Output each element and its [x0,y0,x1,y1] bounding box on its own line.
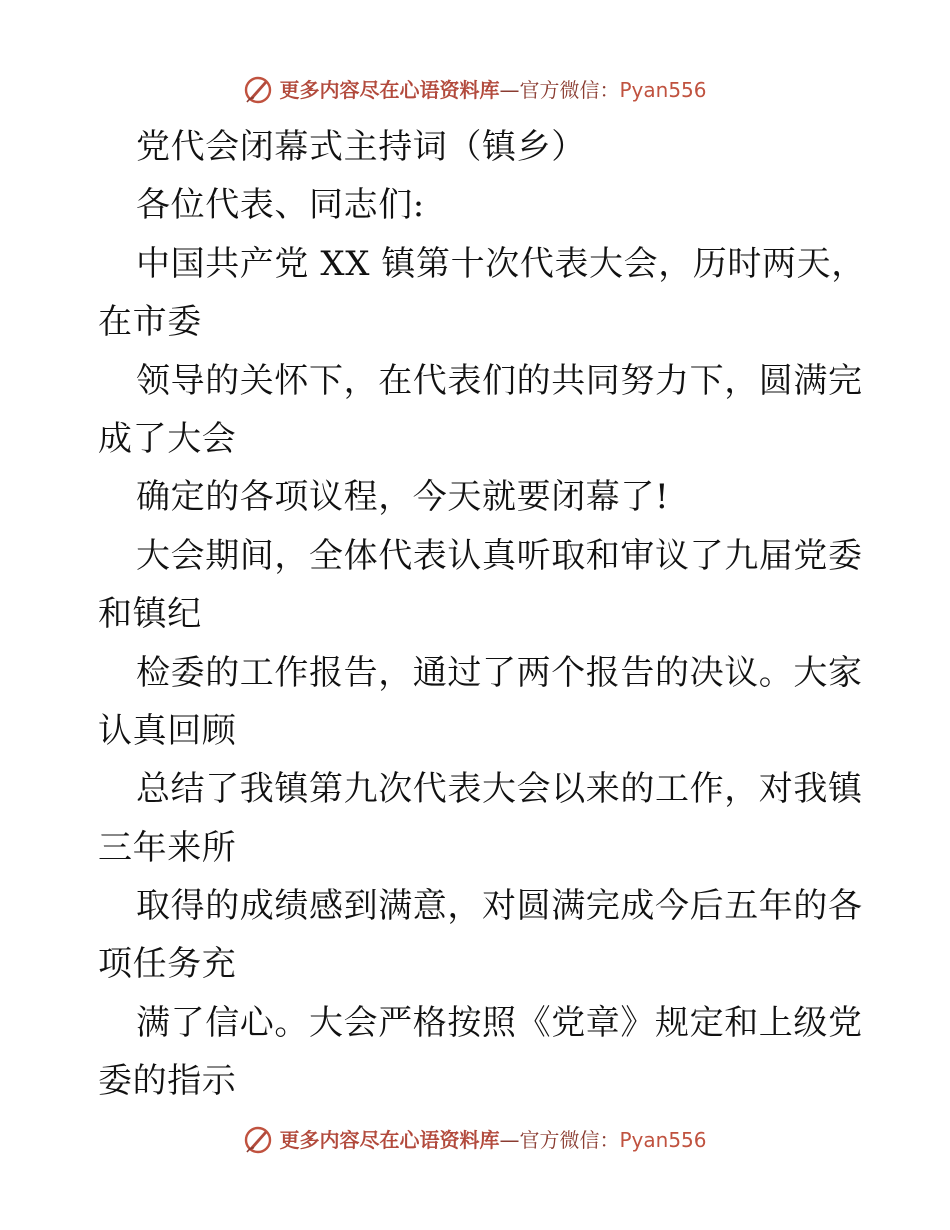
document-line: 项任务充 [98,944,237,985]
document-line: 总结了我镇第九次代表大会以来的工作，对我镇 [136,769,863,810]
document-line: 取得的成绩感到满意，对圆满完成今后五年的各 [136,886,863,927]
document-body [98,118,866,1111]
watermark-wechat-label: 官方微信： [519,1128,620,1152]
document-line: 党代会闭幕式主持词（镇乡） [136,127,586,167]
watermark-handle: Pyan556 [619,78,707,102]
document-line: 在市委 [98,302,202,343]
document-line: 检委的工作报告，通过了两个报告的决议。大家 [136,652,863,693]
watermark-lead: 更多内容尽在心语资料库 [279,78,500,102]
document-line: 成了大会 [98,418,237,459]
document-line: 满了信心。大会严格按照《党章》规定和上级党 [136,1002,863,1043]
document-line: 认真回顾 [98,710,237,751]
watermark-text [279,75,706,105]
document-line: 和镇纪 [98,594,202,635]
footer-watermark-banner [0,1120,950,1160]
watermark-lead: 更多内容尽在心语资料库 [279,1128,500,1152]
watermark-wechat-label: 官方微信： [519,78,620,102]
watermark-text [279,1125,706,1155]
document-line: 领导的关怀下，在代表们的共同努力下，圆满完 [136,360,863,401]
document-line: 各位代表、同志们: [136,185,425,226]
watermark-handle: Pyan556 [619,1128,707,1152]
quill-logo-icon [243,1125,273,1155]
watermark-dash: — [499,1128,520,1152]
document-line: 大会期间，全体代表认真听取和审议了九届党委 [136,535,863,576]
watermark-dash: — [499,78,520,102]
document-line: 三年来所 [98,827,237,868]
document-line: 中国共产党 XX 镇第十次代表大会，历时两天， [136,243,866,284]
quill-logo-icon [243,75,273,105]
document-line: 确定的各项议程，今天就要闭幕了! [136,477,670,518]
document-line: 委的指示 [98,1061,237,1102]
header-watermark-banner [0,70,950,110]
